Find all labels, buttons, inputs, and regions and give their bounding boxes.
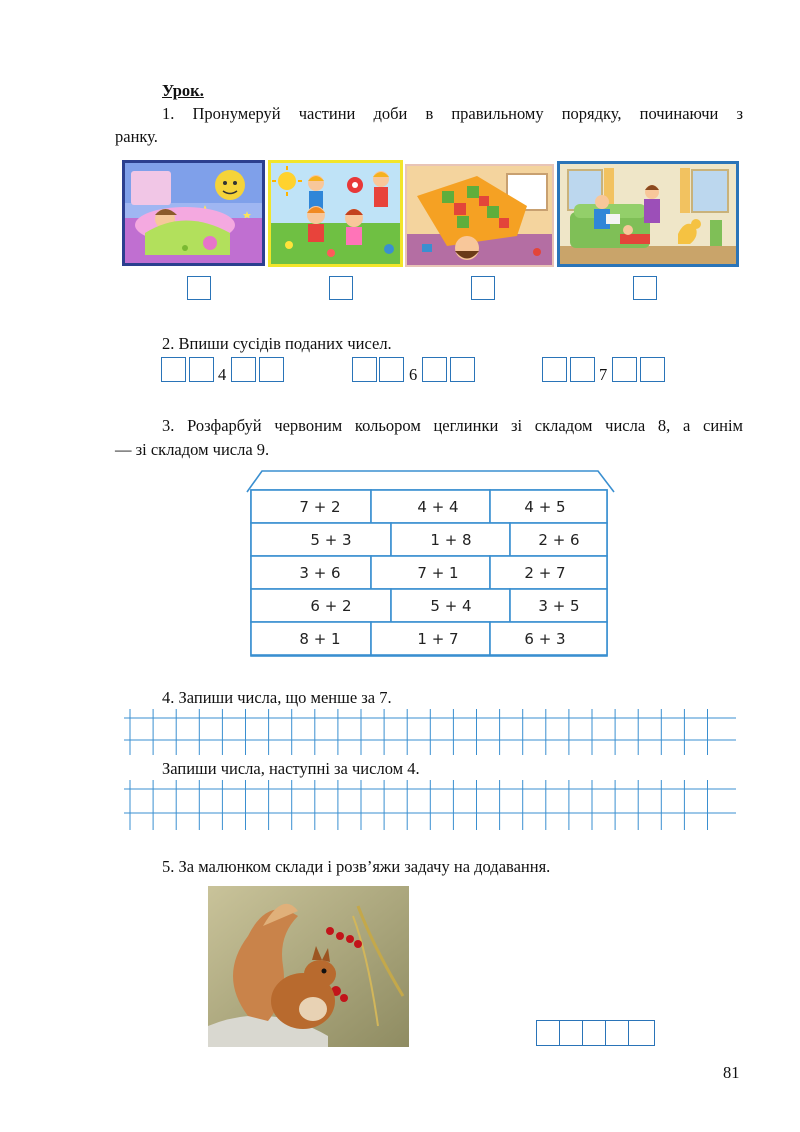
task1-answer-box-4[interactable] (633, 276, 657, 300)
evening-family-reading-picture (557, 161, 739, 267)
neighbor-box-6-right-2[interactable] (450, 357, 475, 382)
neighbor-box-6-right-1[interactable] (422, 357, 447, 382)
brick-label-r4-c3: 3 + 5 (538, 597, 580, 615)
brick-label-r2-c3: 2 + 6 (538, 531, 580, 549)
squirrel-illustration (208, 886, 409, 1047)
answer-box-4[interactable] (605, 1020, 630, 1046)
morning-illustration (407, 166, 552, 265)
neighbor-box-4-right-2[interactable] (259, 357, 284, 382)
neighbor-box-7-left-2[interactable] (570, 357, 595, 382)
task1-text-line2: ранку. (115, 127, 158, 146)
house-roof (247, 471, 614, 492)
night-bedtime-illustration (125, 163, 262, 263)
neighbor-box-7-left-1[interactable] (542, 357, 567, 382)
neighbor-box-4-left-1[interactable] (161, 357, 186, 382)
task4-text-a: 4. Запиши числа, що менше за 7. (162, 688, 392, 707)
brick-label-r5-c2: 1 + 7 (417, 630, 459, 648)
answer-box-2[interactable] (559, 1020, 584, 1046)
lesson-title: Урок. (162, 81, 204, 100)
page-number: 81 (723, 1063, 740, 1082)
neighbor-box-7-right-2[interactable] (640, 357, 665, 382)
neighbor-box-6-left-2[interactable] (379, 357, 404, 382)
brick-label-r4-c2: 5 + 4 (430, 597, 472, 615)
neighbor-box-4-right-1[interactable] (231, 357, 256, 382)
task3-text-line2: — зі складом числа 9. (115, 440, 270, 459)
writing-grid-1[interactable] (124, 709, 736, 755)
task2-text: 2. Впиши сусідів поданих чисел. (162, 334, 392, 353)
writing-grid-2[interactable] (124, 780, 736, 830)
brick-label-r3-c2: 7 + 1 (417, 564, 459, 582)
task3-text-line1: 3. Розфарбуй червоним кольором цеглинки зі складом числа 8, а синім (162, 416, 743, 435)
brick-house (240, 466, 626, 660)
answer-box-3[interactable] (582, 1020, 607, 1046)
brick-label-r1-c3: 4 + 5 (524, 498, 566, 516)
task1-text-line1: 1. Пронумеруй частини доби в правильному порядку, починаючи з (162, 104, 743, 123)
day-children-illustration (271, 163, 400, 264)
brick-label-r4-c1: 6 + 2 (310, 597, 352, 615)
task1-answer-box-1[interactable] (187, 276, 211, 300)
brick-label-r2-c2: 1 + 8 (430, 531, 472, 549)
brick-label-r5-c3: 6 + 3 (524, 630, 566, 648)
task1-answer-box-2[interactable] (329, 276, 353, 300)
brick-label-r3-c1: 3 + 6 (299, 564, 341, 582)
answer-box-1[interactable] (536, 1020, 561, 1046)
neighbor-box-6-left-1[interactable] (352, 357, 377, 382)
morning-waking-up-picture (405, 164, 554, 267)
neighbor-number-7: 7 (599, 365, 608, 384)
brick-label-r1-c1: 7 + 2 (299, 498, 341, 516)
neighbor-number-4: 4 (218, 365, 227, 384)
brick-label-r3-c3: 2 + 7 (524, 564, 566, 582)
brick-label-r1-c2: 4 + 4 (417, 498, 459, 516)
brick-label-r5-c1: 8 + 1 (299, 630, 341, 648)
task1-answer-box-3[interactable] (471, 276, 495, 300)
neighbor-box-7-right-1[interactable] (612, 357, 637, 382)
night-bedtime-picture (122, 160, 265, 266)
neighbor-box-4-left-2[interactable] (189, 357, 214, 382)
day-children-playing-picture (268, 160, 403, 267)
brick-label-r2-c1: 5 + 3 (310, 531, 352, 549)
task5-text: 5. За малюнком склади і розв’яжи задачу на додавання. (162, 857, 551, 876)
task4-text-b: Запиши числа, наступні за числом 4. (162, 759, 420, 778)
neighbor-number-6: 6 (409, 365, 418, 384)
squirrel-eating-picture (208, 886, 409, 1047)
answer-box-5[interactable] (628, 1020, 655, 1046)
evening-illustration (560, 164, 736, 264)
